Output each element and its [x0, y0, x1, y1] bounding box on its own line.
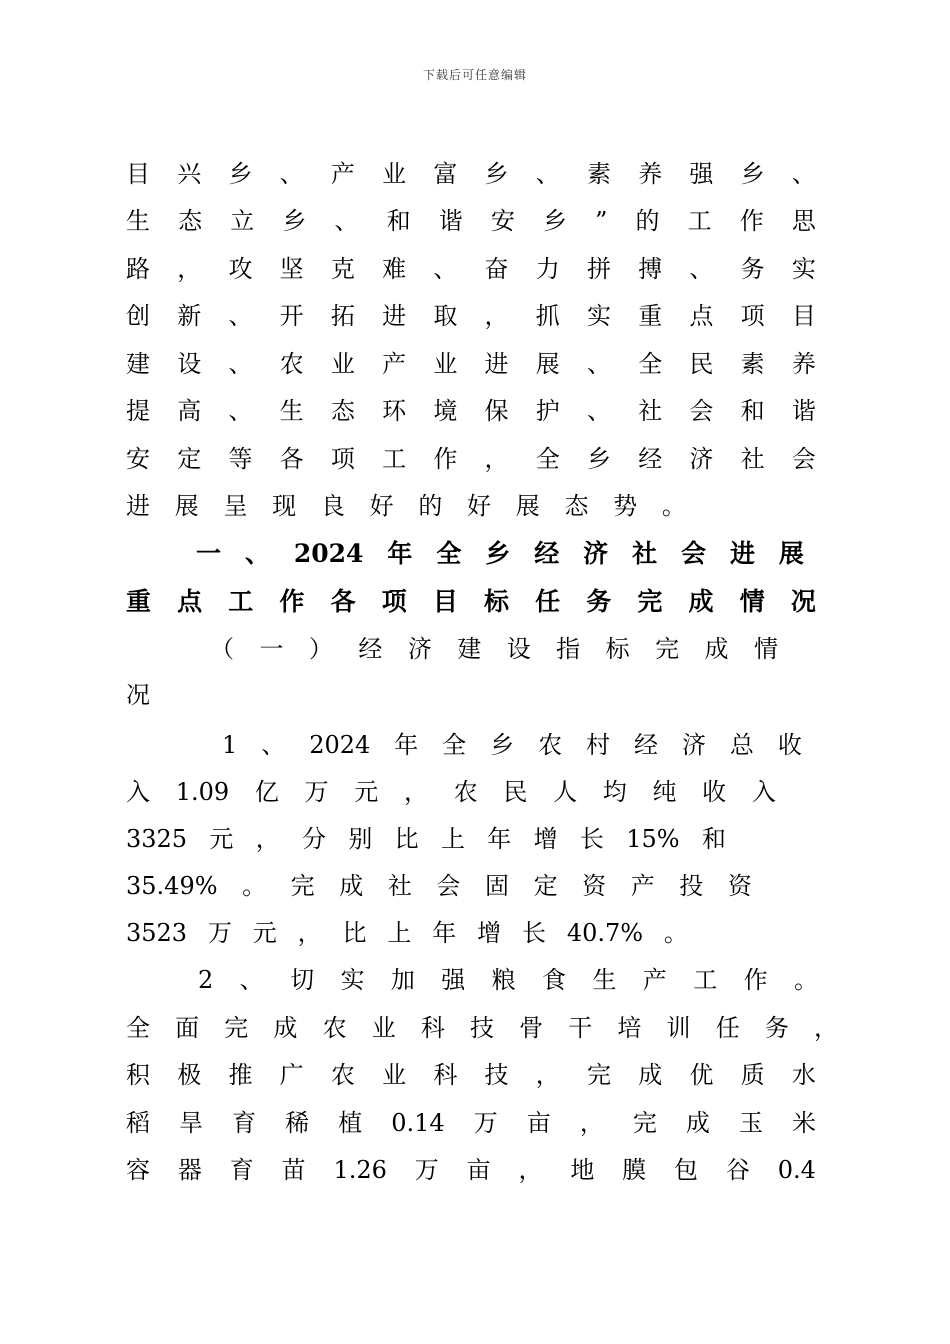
item2-line-4: 稻 旱 育 稀 植 0.14 万 亩 ， 完 成 玉 米: [126, 1109, 816, 1137]
item2-line-3: 积 极 推 广 农 业 科 技 ， 完 成 优 质 水: [126, 1061, 816, 1089]
item1-line-5: 3523 万 元 ， 比 上 年 增 长 40.7% 。: [126, 919, 688, 947]
item1-line-1: 1 、 2024 年 全 乡 农 村 经 济 总 收: [222, 731, 802, 759]
item1-line-4: 35.49% 。 完 成 社 会 固 定 资 产 投 资: [126, 872, 752, 900]
body-line-1: 目 兴 乡 、 产 业 富 乡 、 素 养 强 乡 、: [126, 160, 816, 188]
body-line-4: 创 新 、 开 拓 进 取 ， 抓 实 重 点 项 目: [126, 302, 816, 330]
body-line-3: 路 ， 攻 坚 克 难 、 奋 力 拼 搏 、 务 实: [126, 255, 816, 283]
section-heading-line-2: 重 点 工 作 各 项 目 标 任 务 完 成 情 况: [126, 587, 816, 616]
subheading-line-1: （ 一 ） 经 济 建 设 指 标 完 成 情: [210, 635, 778, 663]
subheading-line-2: 况: [126, 681, 150, 709]
item2-line-5: 容 器 育 苗 1.26 万 亩 ， 地 膜 包 谷 0.4: [126, 1156, 816, 1184]
body-line-7: 安 定 等 各 项 工 作 ， 全 乡 经 济 社 会: [126, 445, 816, 473]
body-line-5: 建 设 、 农 业 产 业 进 展 、 全 民 素 养: [126, 350, 816, 378]
body-line-2: 生 态 立 乡 、 和 谐 安 乡 ” 的 工 作 思: [126, 207, 816, 235]
item1-line-3: 3325 元 ， 分 别 比 上 年 增 长 15% 和: [126, 825, 726, 853]
item1-line-2: 入 1.09 亿 万 元 ， 农 民 人 均 纯 收 入: [126, 778, 776, 806]
item2-line-2: 全 面 完 成 农 业 科 技 骨 干 培 训 任 务 ，: [126, 1014, 838, 1042]
page-header: 下载后可任意编辑: [422, 68, 527, 82]
item2-line-1: 2 、 切 实 加 强 粮 食 生 产 工 作 。: [198, 966, 818, 994]
body-line-6: 提 高 、 生 态 环 境 保 护 、 社 会 和 谐: [126, 397, 816, 425]
body-line-8: 进 展 呈 现 良 好 的 好 展 态 势 。: [126, 492, 686, 520]
section-heading-line-1: 一 、 2024 年 全 乡 经 济 社 会 进 展: [196, 539, 804, 568]
